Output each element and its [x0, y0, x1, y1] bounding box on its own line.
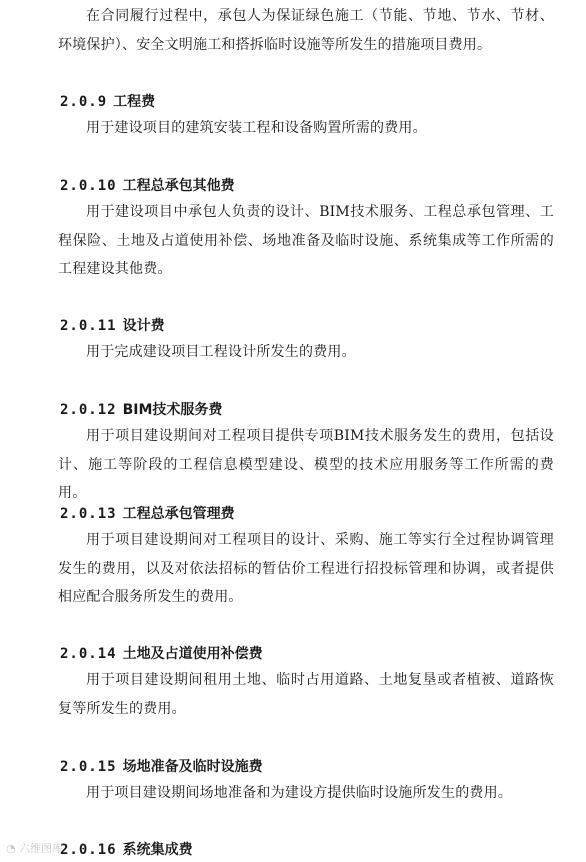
section-title: 场地准备及临时设施费 — [122, 759, 263, 775]
section-number: 2.0.13 — [60, 506, 117, 522]
section-title: 工程总承包管理费 — [122, 506, 235, 522]
section-heading-2-0-9 — [60, 92, 155, 112]
section-title: BIM技术服务费 — [122, 402, 223, 418]
section-title: 工程总承包其他费 — [122, 178, 235, 194]
section-title: 系统集成费 — [122, 842, 193, 858]
section-body-2-0-14: 用于项目建设期间租用土地、临时占用道路、土地复垦或者植被、道路恢复等所发生的费用。 — [58, 672, 554, 717]
section-body-2-0-10: 用于建设项目中承包人负责的设计、BIM技术服务、工程总承包管理、工程保险、土地及占道使用补偿、场地准备及临时设施、系统集成等工作所需的工程建设其他费。 — [58, 204, 554, 277]
section-heading-2-0-16 — [60, 840, 193, 860]
section-heading-2-0-12 — [60, 400, 222, 420]
watermark-icon: ◔ — [6, 842, 16, 855]
watermark-text: 六维图库 — [19, 842, 64, 855]
section-number: 2.0.14 — [60, 646, 117, 662]
section-body-2-0-11: 用于完成建设项目工程设计所发生的费用。 — [86, 344, 356, 360]
section-body-2-0-12: 用于项目建设期间对工程项目提供专项BIM技术服务发生的费用，包括设计、施工等阶段的工程信息模型建设、模型的技术应用服务等工作所需的费用。 — [58, 428, 554, 501]
section-heading-2-0-14 — [60, 644, 263, 664]
watermark-logo — [6, 840, 63, 856]
section-body-2-0-15: 用于项目建设期间场地准备和为建设方提供临时设施所发生的费用。 — [86, 785, 512, 801]
section-title: 设计费 — [122, 318, 165, 334]
section-heading-2-0-13 — [60, 504, 235, 524]
section-heading-2-0-10 — [60, 176, 235, 196]
section-number: 2.0.16 — [60, 842, 117, 858]
section-number: 2.0.15 — [60, 759, 117, 775]
section-title: 土地及占道使用补偿费 — [122, 646, 263, 662]
section-body-2-0-9: 用于建设项目的建筑安装工程和设备购置所需的费用。 — [86, 120, 427, 136]
section-number: 2.0.9 — [60, 94, 108, 110]
section-number: 2.0.12 — [60, 402, 117, 418]
section-body-2-0-13: 用于项目建设期间对工程项目的设计、采购、施工等实行全过程协调管理发生的费用，以及对依法招标的暂估价工程进行招投标管理和协调，或者提供相应配合服务所发生的费用。 — [58, 532, 554, 605]
section-title: 工程费 — [113, 94, 156, 110]
section-heading-2-0-15 — [60, 757, 263, 777]
section-number: 2.0.11 — [60, 318, 117, 334]
section-number: 2.0.10 — [60, 178, 117, 194]
intro-paragraph: 在合同履行过程中，承包人为保证绿色施工（节能、节地、节水、节材、环境保护）、安全文明施工和搭拆临时设施等所发生的措施项目费用。 — [58, 8, 554, 53]
section-heading-2-0-11 — [60, 316, 165, 336]
